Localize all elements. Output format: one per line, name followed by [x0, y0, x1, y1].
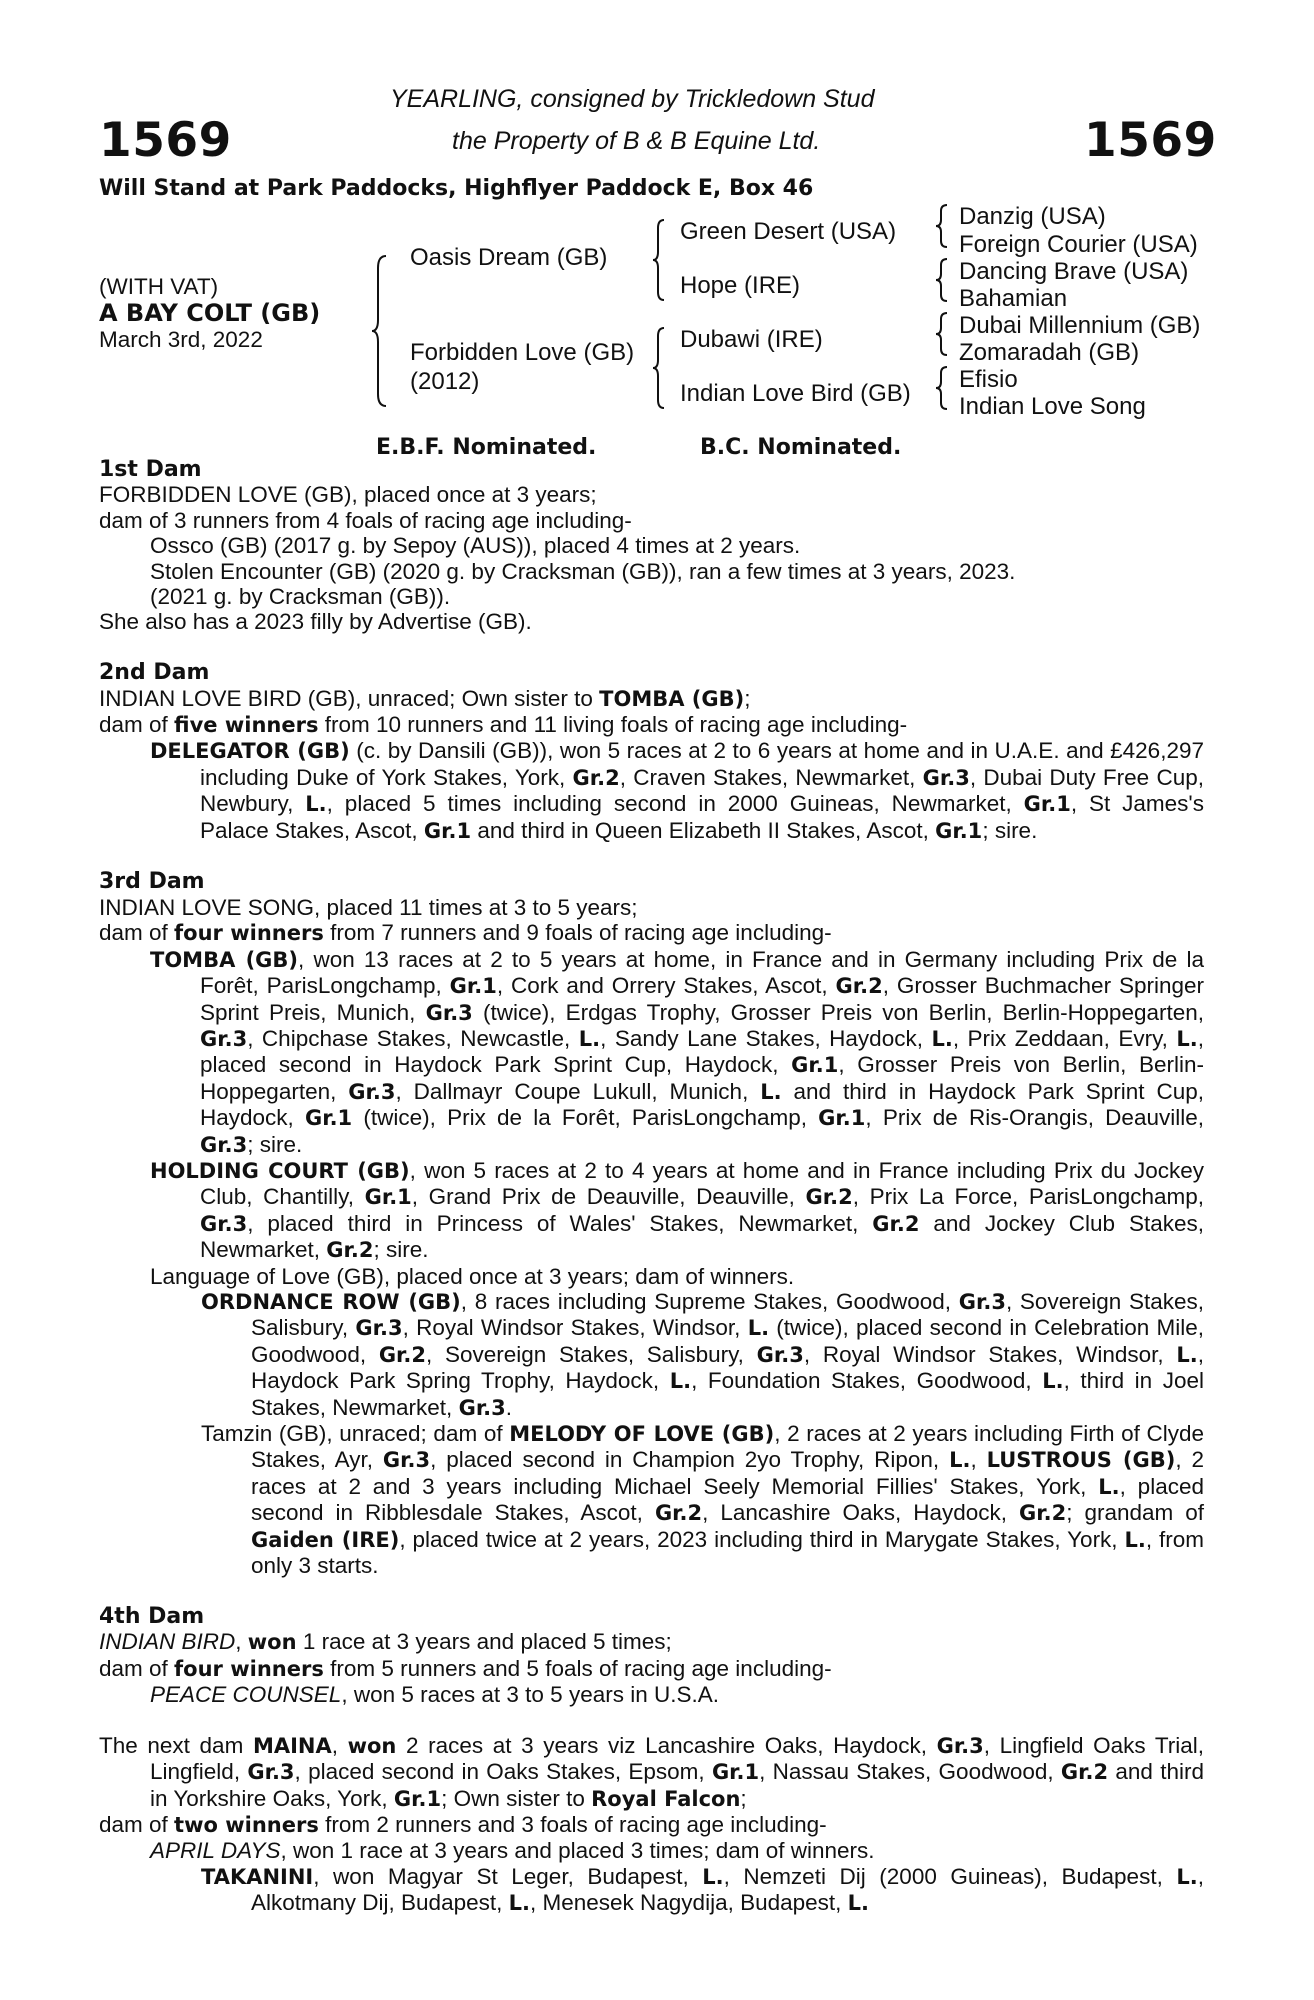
next-dam-entry: The next dam MAINA, won 2 races at 3 years viz Lancashire Oaks, Haydock, Gr.3, Lingfield Oaks Trial, Lingfield, Gr.3, placed second in Oaks Stakes, Epsom, Gr.1, Nassau Stakes, Goodwood, Gr.2 and third in Yorkshire Oaks, York, Gr.1; Own sister to Royal Falcon;	[99, 1732, 1204, 1811]
pedigree-sire-dam: Hope (IRE)	[680, 272, 801, 299]
lot-number-left: 1569	[99, 113, 232, 168]
second-dam-produce: dam of five winners from 10 runners and 11 living foals of racing age including-	[99, 712, 908, 738]
fourth-dam-heading: 4th Dam	[99, 1603, 205, 1629]
pedigree-dam: Forbidden Love (GB)	[410, 339, 635, 366]
pedigree-dam-dam: Indian Love Bird (GB)	[680, 380, 911, 407]
consignor-line: YEARLING, consigned by Trickledown Stud	[390, 85, 875, 113]
ebf-nomination: E.B.F. Nominated.	[376, 435, 597, 460]
third-dam-produce: dam of four winners from 7 runners and 9 foals of racing age including-	[99, 920, 832, 946]
third-dam-heading: 3rd Dam	[99, 869, 205, 895]
pedigree-gen3-8: Indian Love Song	[959, 393, 1146, 420]
catalogue-body	[99, 457, 1204, 1917]
produce-ossco: Ossco (GB) (2017 g. by Sepoy (AUS)), placed 4 times at 2 years.	[150, 533, 801, 559]
pedigree-gen3-1: Danzig (USA)	[959, 203, 1106, 230]
property-line: the Property of B & B Equine Ltd.	[452, 127, 821, 155]
pedigree-brace-g4	[934, 365, 950, 411]
tomba-entry: TOMBA (GB), won 13 races at 2 to 5 years at home, in France and in Germany including Prix de la Forêt, ParisLongchamp, Gr.1, Cork and Orrery Stakes, Ascot, Gr.2, Grosser Buchmacher Springer Sprint Preis, Munich, Gr.3 (twice), Erdgas Trophy, Grosser Preis von Berlin, Berlin-Hoppegarten, Gr.3, Chipchase Stakes, Newcastle, L., Sandy Lane Stakes, Haydock, L., Prix Zeddaan, Evry, L., placed second in Haydock Park Sprint Cup, Haydock, Gr.1, Grosser Preis von Berlin, Berlin-Hoppegarten, Gr.3, Dallmayr Coupe Lukull, Munich, L. and third in Haydock Park Sprint Cup, Haydock, Gr.1 (twice), Prix de la Forêt, ParisLongchamp, Gr.1, Prix de Ris-Orangis, Deauville, Gr.3; sire.	[150, 946, 1205, 1157]
pedigree-gen3-2: Foreign Courier (USA)	[959, 231, 1198, 258]
next-dam-produce: dam of two winners from 2 runners and 3 foals of racing age including-	[99, 1812, 827, 1838]
fourth-dam-line: INDIAN BIRD, won 1 race at 3 years and placed 5 times;	[99, 1629, 672, 1655]
stand-line: Will Stand at Park Paddocks, Highflyer Paddock E, Box 46	[99, 176, 814, 201]
produce-2023: She also has a 2023 filly by Advertise (GB).	[99, 609, 532, 635]
pedigree-brace-sire	[651, 218, 667, 302]
second-dam-heading: 2nd Dam	[99, 660, 210, 686]
pedigree-brace-g3	[934, 311, 950, 357]
first-dam-line: FORBIDDEN LOVE (GB), placed once at 3 years;	[99, 482, 597, 508]
lot-number-right: 1569	[1084, 113, 1217, 168]
takanini-entry: TAKANINI, won Magyar St Leger, Budapest, L., Nemzeti Dij (2000 Guineas), Budapest, L., Alkotmany Dij, Budapest, L., Menesek Nagydija, Budapest, L.	[201, 1863, 1204, 1916]
pedigree-brace-main	[370, 254, 390, 408]
delegator-entry: DELEGATOR (GB) (c. by Dansili (GB)), won 5 races at 2 to 6 years at home and in U.A.E. and £426,297 including Duke of York Stakes, York, Gr.2, Craven Stakes, Newmarket, Gr.3, Dubai Duty Free Cup, Newbury, L., placed 5 times including second in 2000 Guineas, Newmarket, Gr.1, St James's Palace Stakes, Ascot, Gr.1 and third in Queen Elizabeth II Stakes, Ascot, Gr.1; sire.	[150, 738, 1204, 843]
pedigree-sire-sire: Green Desert (USA)	[680, 218, 897, 245]
pedigree-gen3-5: Dubai Millennium (GB)	[959, 312, 1201, 339]
pedigree-sire: Oasis Dream (GB)	[410, 244, 608, 271]
foaling-date: March 3rd, 2022	[99, 327, 263, 352]
tamzin-entry: Tamzin (GB), unraced; dam of MELODY OF LOVE (GB), 2 races at 2 years including Firth of Clyde Stakes, Ayr, Gr.3, placed second in Champion 2yo Trophy, Ripon, L., LUSTROUS (GB), 2 races at 2 and 3 years including Michael Seely Memorial Fillies' Stakes, York, L., placed second in Ribblesdale Stakes, Ascot, Gr.2, Lancashire Oaks, Haydock, Gr.2; grandam of Gaiden (IRE), placed twice at 2 years, 2023 including third in Marygate Stakes, York, L., from only 3 starts.	[201, 1421, 1205, 1579]
produce-2021: (2021 g. by Cracksman (GB)).	[150, 584, 451, 610]
ordnance-row-entry: ORDNANCE ROW (GB), 8 races including Supreme Stakes, Goodwood, Gr.3, Sovereign Stakes, Salisbury, Gr.3, Royal Windsor Stakes, Windsor, L. (twice), placed second in Celebration Mile, Goodwood, Gr.2, Sovereign Stakes, Salisbury, Gr.3, Royal Windsor Stakes, Windsor, L., Haydock Park Spring Trophy, Haydock, L., Foundation Stakes, Goodwood, L., third in Joel Stakes, Newmarket, Gr.3.	[201, 1288, 1204, 1420]
pedigree-dam-sire: Dubawi (IRE)	[680, 326, 823, 353]
pedigree-brace-dam	[651, 326, 667, 410]
language-of-love-entry: Language of Love (GB), placed once at 3 years; dam of winners.	[150, 1263, 795, 1289]
pedigree-gen3-7: Efisio	[959, 366, 1018, 393]
second-dam-line: INDIAN LOVE BIRD (GB), unraced; Own sister to TOMBA (GB);	[99, 685, 751, 711]
third-dam-line: INDIAN LOVE SONG, placed 11 times at 3 to 5 years;	[99, 894, 638, 920]
first-dam-heading: 1st Dam	[99, 457, 202, 482]
pedigree-gen3-6: Zomaradah (GB)	[959, 339, 1140, 366]
april-days-entry: APRIL DAYS, won 1 race at 3 years and placed 3 times; dam of winners.	[150, 1838, 875, 1864]
bc-nomination: B.C. Nominated.	[700, 435, 902, 460]
produce-stolen-encounter: Stolen Encounter (GB) (2020 g. by Cracksman (GB)), ran a few times at 3 years, 2023.	[150, 558, 1016, 584]
pedigree-gen3-4: Bahamian	[959, 285, 1068, 312]
fourth-dam-produce: dam of four winners from 5 runners and 5 foals of racing age including-	[99, 1655, 832, 1681]
pedigree-dam-year: (2012)	[410, 368, 480, 395]
pedigree-brace-g2	[934, 257, 950, 303]
peace-counsel-entry: PEACE COUNSEL, won 5 races at 3 to 5 years in U.S.A.	[150, 1682, 719, 1708]
pedigree-gen3-3: Dancing Brave (USA)	[959, 258, 1189, 285]
pedigree-brace-g1	[934, 203, 950, 249]
horse-name: A BAY COLT (GB)	[99, 299, 321, 327]
first-dam-produce: dam of 3 runners from 4 foals of racing age including-	[99, 507, 632, 533]
holding-court-entry: HOLDING COURT (GB), won 5 races at 2 to 4 years at home and in France including Prix du Jockey Club, Chantilly, Gr.1, Grand Prix de Deauville, Deauville, Gr.2, Prix La Force, ParisLongchamp, Gr.3, placed third in Princess of Wales' Stakes, Newmarket, Gr.2 and Jockey Club Stakes, Newmarket, Gr.2; sire.	[150, 1157, 1205, 1263]
vat-label: (WITH VAT)	[99, 274, 219, 299]
